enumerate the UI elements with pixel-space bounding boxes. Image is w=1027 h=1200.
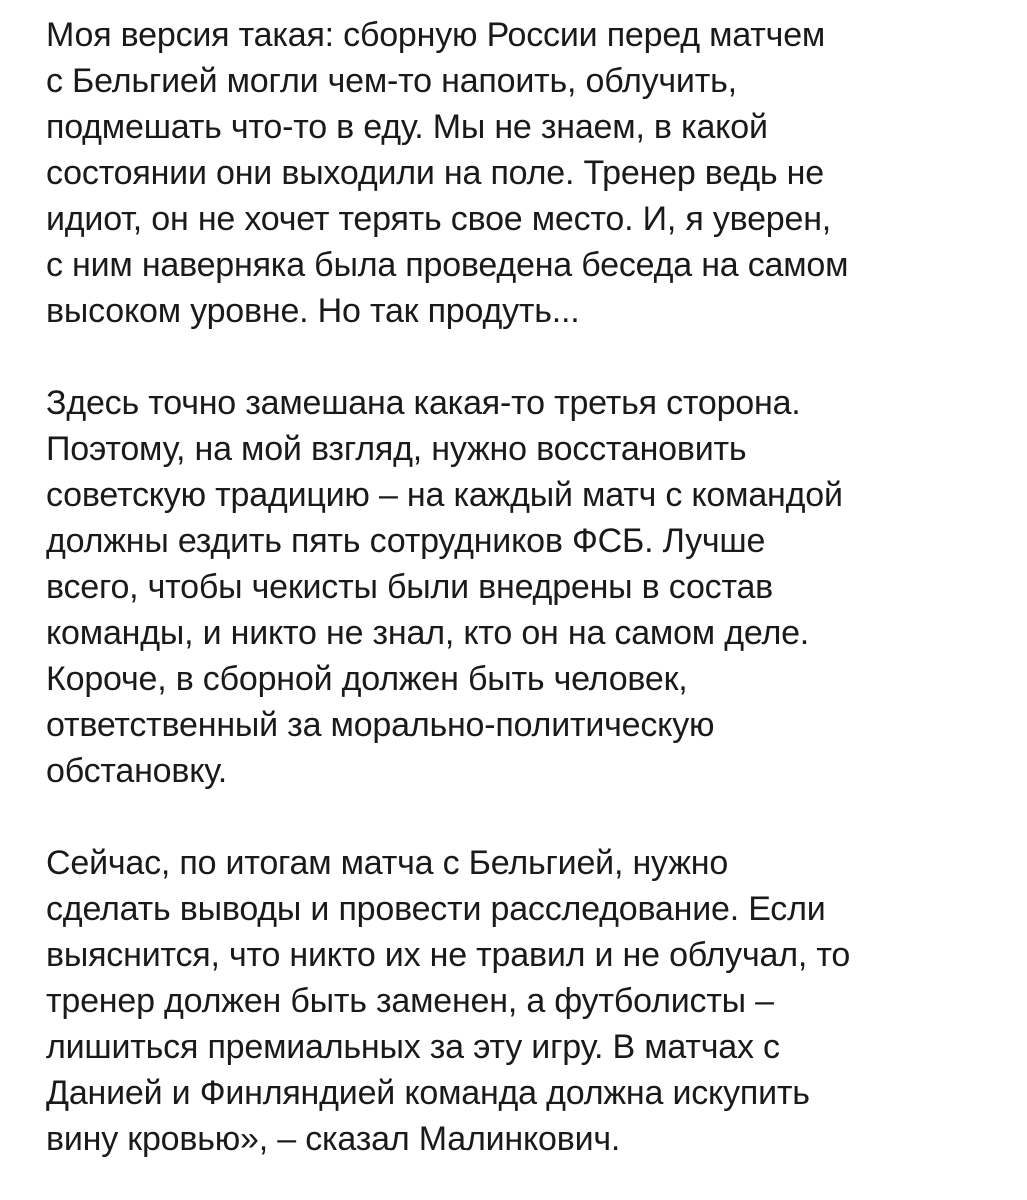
- text-line: тренер должен быть заменен, а футболисты –: [46, 982, 774, 1020]
- text-line: лишиться премиальных за эту игру. В матчах с: [46, 1028, 780, 1066]
- text-line: с Бельгией могли чем-то напоить, облучить,: [46, 62, 737, 100]
- paragraph-3: [46, 840, 1006, 1162]
- text-line: Данией и Финляндией команда должна искупить: [46, 1074, 810, 1112]
- paragraph-1: [46, 12, 1006, 334]
- text-line: подмешать что-то в еду. Мы не знаем, в какой: [46, 108, 768, 146]
- text-line: сделать выводы и провести расследование. Если: [46, 890, 826, 928]
- text-line: идиот, он не хочет терять свое место. И, я уверен,: [46, 200, 832, 238]
- text-line: советскую традицию – на каждый матч с командой: [46, 476, 843, 514]
- text-line: состоянии они выходили на поле. Тренер ведь не: [46, 154, 824, 192]
- text-line: вину кровью», – сказал Малинкович.: [46, 1120, 621, 1158]
- text-line: Сейчас, по итогам матча с Бельгией, нужно: [46, 844, 729, 882]
- text-line: высоком уровне. Но так продуть...: [46, 292, 580, 330]
- text-line: Здесь точно замешана какая-то третья сторона.: [46, 384, 801, 422]
- text-line: Моя версия такая: сборную России перед матчем: [46, 16, 826, 54]
- text-line: команды, и никто не знал, кто он на самом деле.: [46, 614, 810, 652]
- text-line: всего, чтобы чекисты были внедрены в состав: [46, 568, 774, 606]
- paragraph-2: [46, 380, 1006, 794]
- paragraph-spacer: [46, 334, 1006, 380]
- text-line: должны ездить пять сотрудников ФСБ. Лучше: [46, 522, 766, 560]
- document-body: [46, 12, 1006, 1162]
- text-line: выяснится, что никто их не травил и не облучал, то: [46, 936, 851, 974]
- text-line: Поэтому, на мой взгляд, нужно восстановить: [46, 430, 747, 468]
- paragraph-spacer: [46, 794, 1006, 840]
- text-line: с ним наверняка была проведена беседа на самом: [46, 246, 849, 284]
- text-line: обстановку.: [46, 752, 227, 790]
- text-line: Короче, в сборной должен быть человек,: [46, 660, 688, 698]
- text-line: ответственный за морально-политическую: [46, 706, 715, 744]
